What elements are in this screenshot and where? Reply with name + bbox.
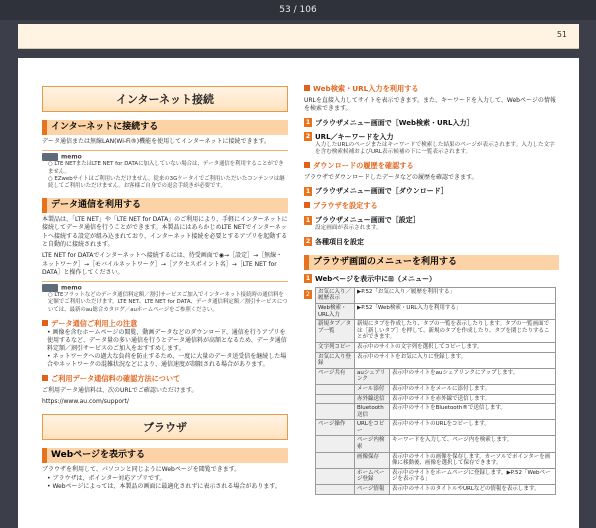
table-cell: 表示中のサイトをauシェアリンクにアップします。 bbox=[390, 368, 556, 384]
step-number: 1 bbox=[305, 215, 311, 224]
square-bullet-icon bbox=[42, 375, 48, 381]
table-cell: 表示中のサイトをお気に入りに登録します。 bbox=[355, 352, 556, 368]
table-cell: auシェアリンク bbox=[355, 368, 390, 384]
table-cell: 文字列コピー bbox=[316, 342, 355, 352]
heading-notes: データ通信ご利用上の注意 bbox=[42, 319, 288, 329]
table-cell bbox=[316, 394, 355, 404]
fee-text: ご利用データ通信料は、次のURLでご確認いただけます。 bbox=[42, 386, 198, 394]
table-row bbox=[316, 384, 556, 394]
paragraph-download: ブラウザでダウンロードしたデータなどの履歴を確認できます。 bbox=[304, 174, 478, 182]
table-cell: ▶P.52「Web検索・URL入力を利用する」 bbox=[355, 303, 556, 319]
step-number: 1 bbox=[305, 186, 311, 195]
table-cell: ▶P.52「お気に入り／履歴を利用する」 bbox=[355, 287, 556, 303]
table-cell: 表示中のサイトの画像を保存します。カーソルでポインターを画像に移動後、画像を選択して保存できます。 bbox=[390, 452, 556, 468]
paragraph-connect: データ通信または無線LAN(Wi-Fi®)機能を使用してインターネットに接続できます。 bbox=[42, 138, 271, 145]
table-cell bbox=[316, 452, 355, 468]
heading-web: Webページを表示する bbox=[42, 448, 288, 463]
heading-menu: ブラウザ画面のメニューを利用する bbox=[304, 255, 559, 270]
table-cell: 表示中のサイトのタイトルやURLなどの情報を表示します。 bbox=[390, 485, 556, 495]
page-indicator: 53 / 106 bbox=[279, 5, 317, 15]
page-indicator-bar bbox=[0, 0, 596, 20]
table-cell: 表示中のサイトをメールに添付します。 bbox=[390, 384, 556, 394]
paragraph-web: ブラウザを利用して、パソコンと同じようにWebページを閲覧できます。 bbox=[42, 466, 241, 474]
table-cell: 表示中のサイトをホームページに登録します。▶P.52「Webページを表示する」 bbox=[390, 468, 556, 484]
fee-url-link[interactable]: https://www.au.com/support/ bbox=[42, 398, 129, 406]
table-cell: ページ内検索 bbox=[355, 436, 390, 452]
document-page[interactable] bbox=[18, 58, 579, 528]
paragraph-search: URLを直接入力してサイトを表示できます。また、キーワードを入力して、Webページの情報を検索できます。 bbox=[304, 97, 556, 113]
table-cell: 新規タブ／タブ一覧 bbox=[316, 320, 355, 343]
table-cell bbox=[316, 436, 355, 452]
heading-search: Web検索・URL入力を利用する bbox=[304, 84, 559, 94]
step-2-search: 2 URL／キーワードを入力 bbox=[305, 132, 394, 141]
step-1-download: 1 ブラウザメニュー画面で［ダウンロード］ bbox=[305, 186, 448, 196]
table-cell: お気に入り登録 bbox=[316, 352, 355, 368]
step-description: 入力したURLのページまたはキーワードで検索した結果のページが表示されます。入力した文字を含む検索候補およびURL表示候補の下に一覧表示されます。 bbox=[315, 141, 555, 155]
table-row bbox=[316, 368, 556, 384]
table-cell: 赤外線送信 bbox=[355, 394, 390, 404]
table-row bbox=[316, 404, 556, 420]
paragraph-data: 本製品は、「LTE NET」や「LTE NET for DATA」のご利用により、手軽にインターネットに接続してデータ通信を行うことができます。本製品にはあらかじめLTE NETでインターネットへ接続する設定が組み込まれており、インターネット接続を必要とするアプリを起動すると自動的に接続されます。 bbox=[42, 216, 288, 248]
table-cell: 表示中のサイトを赤外線で送信します。 bbox=[390, 394, 556, 404]
step-1-search: 1 ブラウザメニュー画面で［Web検索・URL入力］ bbox=[305, 118, 474, 127]
heading-connect: インターネットに接続する bbox=[42, 120, 288, 135]
table-cell: ページ操作 bbox=[316, 420, 355, 436]
table-cell: ホームページ登録 bbox=[355, 468, 390, 484]
right-column bbox=[304, 58, 559, 495]
chapter-title-internet: インターネット接続 bbox=[42, 86, 288, 112]
table-cell: お気に入り／履歴表示 bbox=[316, 287, 355, 303]
menu-table-wrap bbox=[304, 287, 559, 495]
note-item: • 画像を含むホームページの閲覧、動画データなどのダウンロード、通信を行うアプリを使用するなど、データ量の多い通信を行うとデータ通信料が高額となるため、データ通信料定額／割引サービスのご加入をおすすめします。 bbox=[47, 328, 287, 352]
square-bullet-icon bbox=[304, 202, 310, 208]
table-cell bbox=[316, 384, 355, 394]
table-row bbox=[316, 352, 556, 368]
step-number: 1 bbox=[305, 118, 311, 127]
table-row bbox=[316, 468, 556, 484]
memo-item: ○ EZwebサイトはご利用いただけません。従来の3Gケータイでご利用いただいたコンテンツは継続してご利用いただけません。お客様ご自身での退会手続きが必要です。 bbox=[48, 175, 285, 189]
memo-label: memo bbox=[42, 153, 288, 161]
step-number: 2 bbox=[305, 237, 311, 246]
table-row bbox=[316, 303, 556, 319]
table-row bbox=[316, 485, 556, 495]
heading-download: ダウンロードの履歴を確認する bbox=[304, 161, 559, 171]
page-number: 51 bbox=[556, 30, 567, 39]
step-description: 設定画面が表示されます。 bbox=[315, 225, 382, 232]
square-bullet-icon bbox=[42, 320, 48, 326]
web-note: • ブラウザは、ポインター対応アプリです。 bbox=[47, 474, 166, 482]
table-cell: ページ共有 bbox=[316, 368, 355, 384]
previous-page-strip[interactable] bbox=[18, 24, 579, 49]
table-cell bbox=[316, 485, 355, 495]
step-number: 2 bbox=[305, 132, 311, 141]
square-bullet-icon bbox=[304, 162, 310, 168]
table-cell: 新規にタブを作成したり、タブの一覧を表示したりします。タブの一覧画面では［新しいタブ］を押して、新規のタブを作成したり、タブを閉じたりすることができます。 bbox=[355, 320, 556, 343]
table-row bbox=[316, 452, 556, 468]
heading-settings: ブラウザを設定する bbox=[304, 201, 559, 211]
table-cell: Web検索・URL入力 bbox=[316, 303, 355, 319]
left-column bbox=[42, 58, 288, 491]
memo-item: ○ LTEフラットなどのデータ通信料定額／割引サービスご加入でインターネット接続時の通信料を定額でご利用いただけます。LTE NET、LTE NET for DATA、データ通信料定額／割引サービスについては、最新のau総合カタログ／auホームページをご参照ください。 bbox=[48, 292, 288, 313]
table-row bbox=[316, 287, 556, 303]
note-item: • ネットワークへの過大な負荷を防止するため、一度に大量のデータ送受信を継続した場合やネットワークの混雑状況などにより、通信速度が制限される場合があります。 bbox=[47, 352, 287, 368]
table-row bbox=[316, 342, 556, 352]
memo-icon bbox=[42, 284, 58, 292]
step-number: 2 bbox=[305, 289, 311, 298]
memo-label: memo bbox=[42, 284, 288, 292]
table-cell: ページ情報 bbox=[355, 485, 390, 495]
table-cell: キーワードを入力して、ページ内を検索します。 bbox=[390, 436, 556, 452]
table-cell: 画像保存 bbox=[355, 452, 390, 468]
menu-table bbox=[315, 287, 556, 495]
table-cell: URLをコピー bbox=[355, 420, 390, 436]
step-1-settings: 1 ブラウザメニュー画面で［設定］ bbox=[305, 215, 420, 225]
heading-fee: ご利用データ通信料の確認方法について bbox=[42, 374, 288, 384]
table-row bbox=[316, 320, 556, 343]
table-row bbox=[316, 394, 556, 404]
paragraph-data-2: LTE NET for DATAでインターネットへ接続するには、待受画面で◉→［設定］→［無線・ネットワーク］→［モバイルネットワーク］→［アクセスポイント名］→［LTE NET for DATA］と操作してください。 bbox=[42, 252, 283, 276]
table-row bbox=[316, 436, 556, 452]
table-cell bbox=[316, 468, 355, 484]
step-2-settings: 2 各種項目を設定 bbox=[305, 237, 364, 246]
memo-item: ○ LTE NETまたはLTE NET for DATAに加入していない場合は、データ通信を利用することができません。 bbox=[48, 161, 284, 175]
table-cell: 表示中のサイトのURLをコピーします。 bbox=[390, 420, 556, 436]
table-cell: メール添付 bbox=[355, 384, 390, 394]
table-row bbox=[316, 420, 556, 436]
table-cell bbox=[316, 404, 355, 420]
table-cell: 表示中のサイトをBluetooth®で送信します。 bbox=[390, 404, 556, 420]
step-1-menu: 1 Webページを表示中に⊞（メニュー） bbox=[305, 274, 436, 283]
table-cell: 表示中のサイトの文字列を選択してコピーします。 bbox=[355, 342, 556, 352]
web-note: • Webページによっては、本製品の画面に最適化されずに表示される場合があります。 bbox=[47, 482, 281, 490]
memo-box-1 bbox=[42, 150, 288, 190]
table-cell: Bluetooth送信 bbox=[355, 404, 390, 420]
memo-box-2 bbox=[42, 281, 288, 314]
heading-data: データ通信を利用する bbox=[42, 198, 288, 213]
step-number: 1 bbox=[305, 274, 311, 283]
square-bullet-icon bbox=[304, 85, 310, 91]
chapter-title-browser: ブラウザ bbox=[42, 414, 288, 440]
